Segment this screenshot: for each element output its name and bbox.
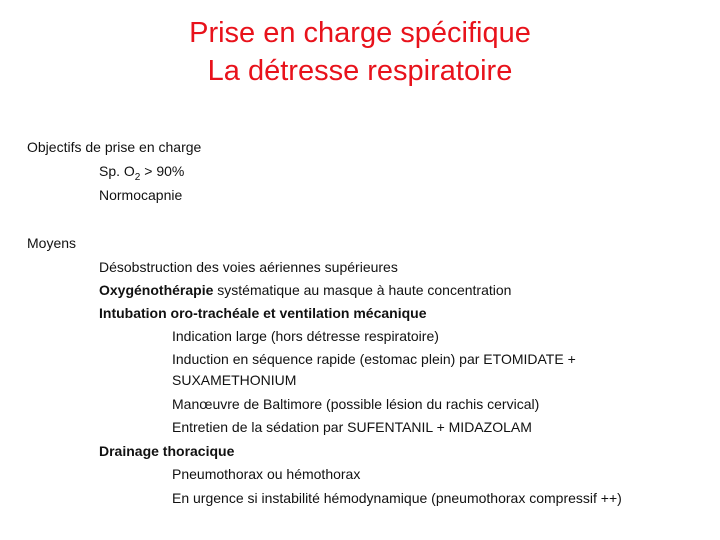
title-line-1: Prise en charge spécifique xyxy=(189,17,531,49)
title-line-2: La détresse respiratoire xyxy=(207,55,513,87)
intubation: Intubation oro-trachéale et ventilation mécanique xyxy=(99,305,427,321)
induction-line-1: Induction en séquence rapide (estomac plein) par ETOMIDATE + xyxy=(172,351,576,367)
induction-line-2: SUXAMETHONIUM xyxy=(172,372,297,388)
entretien: Entretien de la sédation par SUFENTANIL + MIDAZOLAM xyxy=(172,419,532,435)
urgence: En urgence si instabilité hémodynamique (pneumothorax compressif ++) xyxy=(172,490,622,506)
moyens-heading: Moyens xyxy=(27,235,77,251)
desobstruction: Désobstruction des voies aériennes supérieures xyxy=(99,259,398,275)
oxygenotherapie-label: Oxygénothérapie xyxy=(99,282,214,298)
spo2-suffix: > 90% xyxy=(140,163,185,179)
spo2-subscript: 2 xyxy=(134,171,141,183)
oxygenotherapie xyxy=(99,281,511,299)
manoeuvre: Manœuvre de Baltimore (possible lésion du rachis cervical) xyxy=(172,396,540,412)
drainage: Drainage thoracique xyxy=(99,443,235,459)
pneumothorax: Pneumothorax ou hémothorax xyxy=(172,466,361,482)
spo2-prefix: Sp. O xyxy=(99,163,135,179)
objectifs-heading: Objectifs de prise en charge xyxy=(27,139,202,155)
oxygenotherapie-detail: systématique au masque à haute concentration xyxy=(213,282,512,298)
normocapnie: Normocapnie xyxy=(99,187,183,203)
indication: Indication large (hors détresse respiratoire) xyxy=(172,328,439,344)
spo2-target xyxy=(99,162,185,183)
